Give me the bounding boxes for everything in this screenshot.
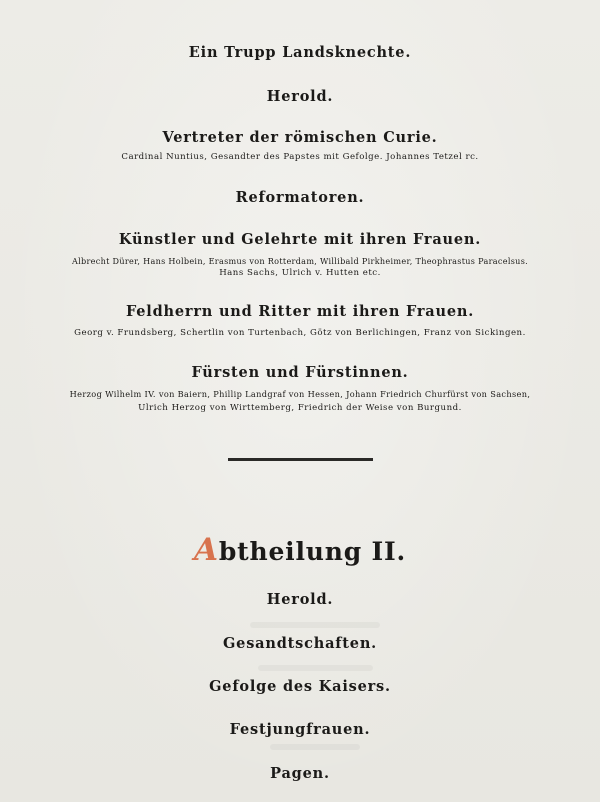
item-festjungfrauen: Festjungfrauen. (229, 721, 371, 738)
heading-landsknechte: Ein Trupp Landsknechte. (188, 44, 412, 61)
names-curie: Cardinal Nuntius, Gesandter des Papstes mit Gefolge. Johannes Tetzel rc. (121, 152, 479, 162)
section-title-abtheilung (0, 532, 600, 568)
names-fuersten-1: Herzog Wilhelm IV. von Baiern, Phillip Landgraf von Hessen, Johann Friedrich Churfürst von Sachsen, (69, 389, 531, 399)
show-through-mark (250, 622, 380, 628)
section-title-text: btheilung II. (218, 537, 406, 566)
decorated-initial: A (194, 532, 219, 568)
item-herold: Herold. (266, 591, 334, 608)
heading-curie: Vertreter der römischen Curie. (162, 129, 438, 146)
item-pagen: Pagen. (270, 765, 330, 782)
item-gesandtschaften: Gesandtschaften. (222, 635, 378, 652)
section-divider (228, 458, 373, 461)
names-fuersten-2: Ulrich Herzog von Wirttemberg, Friedrich der Weise von Burgund. (138, 403, 462, 413)
show-through-mark (258, 665, 373, 671)
show-through-mark (270, 744, 360, 750)
names-kuenstler-2: Hans Sachs, Ulrich v. Hutten etc. (219, 268, 381, 278)
heading-fuersten: Fürsten und Fürstinnen. (191, 364, 409, 381)
heading-herold: Herold. (266, 88, 334, 105)
item-gefolge: Gefolge des Kaisers. (209, 678, 391, 695)
heading-kuenstler: Künstler und Gelehrte mit ihren Frauen. (118, 231, 482, 248)
heading-feldherrn: Feldherrn und Ritter mit ihren Frauen. (125, 303, 475, 320)
names-feldherrn: Georg v. Frundsberg, Schertlin von Turtenbach, Götz von Berlichingen, Franz von Sickingen. (74, 328, 526, 338)
names-kuenstler-1: Albrecht Dürer, Hans Holbein, Erasmus von Rotterdam, Willibald Pirkheimer, Theophrastus Paracelsus. (71, 256, 529, 266)
heading-reformatoren: Reformatoren. (235, 189, 365, 206)
